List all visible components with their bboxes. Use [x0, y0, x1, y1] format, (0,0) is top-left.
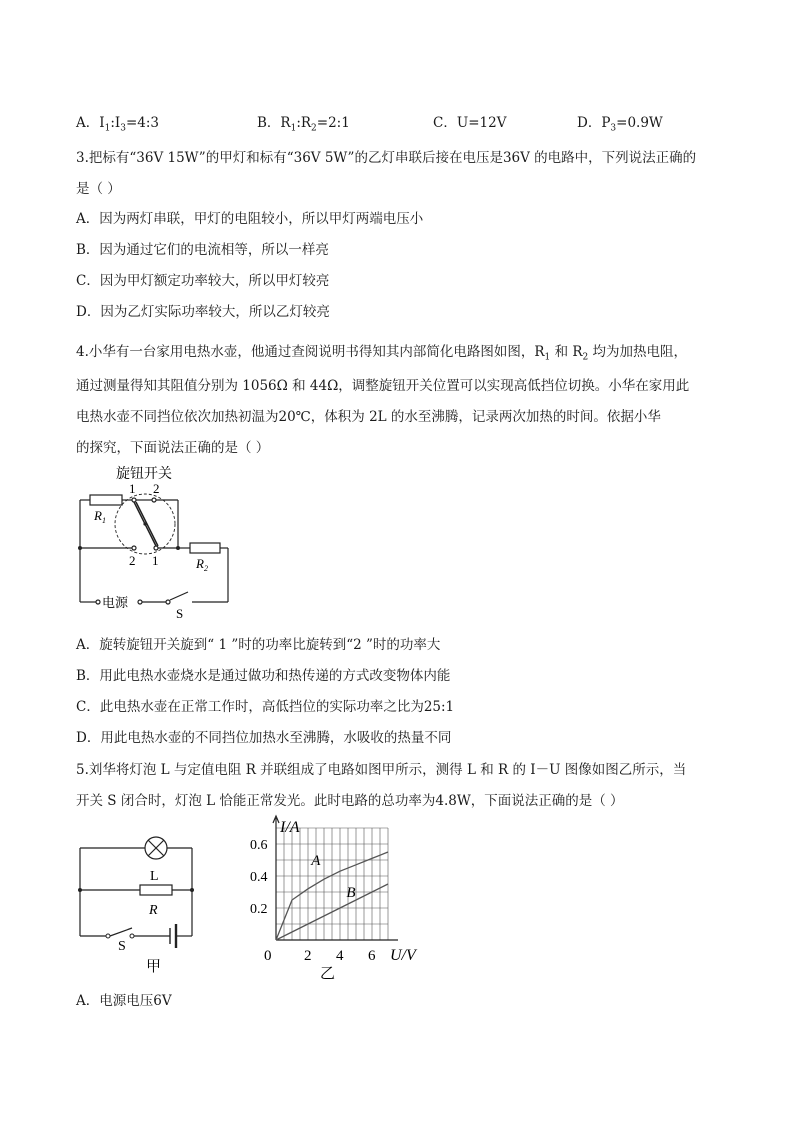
- question-3-option-a: A．因为两灯串联，甲灯的电阻较小，所以甲灯两端电压小: [76, 211, 424, 227]
- r2-label: $R_2$: [196, 556, 208, 573]
- x-tick-label: 4: [336, 948, 344, 964]
- figure-caption: 乙: [320, 966, 336, 982]
- terminal-label: 1: [152, 553, 159, 568]
- knob-switch-circuit-diagram: [70, 460, 250, 625]
- question-3-option-b: B．因为通过它们的电流相等，所以一样亮: [76, 242, 329, 258]
- option-a: A．$I_1:I_3=4:3$: [76, 115, 159, 134]
- question-4-option-b: B．用此电热水壶烧水是通过做功和热传递的方式改变物体内能: [76, 668, 451, 684]
- figure-caption: 甲: [146, 959, 162, 975]
- question-3-option-c: C．因为甲灯额定功率较大，所以甲灯较亮: [76, 273, 330, 289]
- resistor-label: R: [149, 903, 158, 918]
- switch-label: S: [176, 606, 184, 621]
- y-tick-label: 0.2: [250, 902, 268, 917]
- terminal-label: 1: [129, 481, 136, 496]
- lamp-label: L: [150, 869, 159, 884]
- question-3-option-d: D．因为乙灯实际功率较大，所以乙灯较亮: [76, 304, 330, 320]
- question-5-option-a: A．电源电压6V: [76, 993, 172, 1009]
- question-4-stem: 4.小华有一台家用电热水壶，他通过查阅说明书得知其内部简化电路图如图，$R_1$ 和 $R_2$ 均为加热电阻，: [76, 344, 688, 363]
- terminal-label: 2: [153, 481, 160, 496]
- y-tick-label: 0.4: [250, 870, 268, 885]
- question-4-stem-4: 的探究，下面说法正确的是（ ）: [76, 440, 270, 456]
- r1-label: $R_1$: [94, 508, 106, 525]
- question-4-option-d: D．用此电热水壶的不同挡位加热水至沸腾，水吸收的热量不同: [76, 730, 452, 746]
- x-tick-label: 0: [264, 948, 272, 964]
- question-4-option-c: C．此电热水壶在正常工作时，高低挡位的实际功率之比为25:1: [76, 699, 455, 715]
- question-5-stem: 5.刘华将灯泡 L 与定值电阻 R 并联组成了电路如图甲所示，测得 L 和 R 的 I－U 图像如图乙所示，当: [76, 762, 687, 778]
- question-4-stem-3: 电热水壶不同挡位依次加热初温为20℃，体积为 2L 的水至沸腾，记录两次加热的时间。依据小华: [76, 409, 661, 425]
- iu-graph-chart: [240, 812, 425, 982]
- x-tick-label: 2: [304, 948, 312, 964]
- knob-switch-title: 旋钮开关: [116, 467, 172, 482]
- x-tick-label: 6: [368, 948, 376, 964]
- switch-label: S: [118, 939, 126, 954]
- y-axis-label: I/A: [280, 819, 300, 836]
- question-3-stem: 3.把标有“36V 15W”的甲灯和标有“36V 5W”的乙灯串联后接在电压是36V 的电路中，下列说法正确的: [76, 150, 697, 166]
- parallel-circuit-diagram: [72, 832, 202, 977]
- question-5-stem-2: 开关 S 闭合时，灯泡 L 恰能正常发光。此时电路的总功率为4.8W，下面说法正确的是（ ）: [76, 793, 624, 809]
- terminal-label: 2: [129, 553, 136, 568]
- x-axis-label: U/V: [390, 947, 416, 964]
- power-source-label: 电源: [102, 595, 129, 610]
- series-label-a: A: [311, 852, 321, 869]
- question-4-option-a: A．旋转旋钮开关旋到“ 1 ”时的功率比旋转到“2 ”时的功率大: [76, 637, 441, 653]
- y-tick-label: 0.6: [250, 838, 268, 853]
- option-c: C．U=12V: [433, 115, 507, 131]
- series-label-b: B: [346, 884, 356, 901]
- option-b: B．$R_1:R_2=2:1$: [257, 115, 350, 134]
- option-d: D．$P_3=0.9W$: [577, 115, 663, 134]
- question-3-stem-cont: 是（ ）: [76, 181, 121, 197]
- question-4-stem-2: 通过测量得知其阻值分别为 1056Ω 和 44Ω，调整旋钮开关位置可以实现高低挡位切换。小华在家用此: [76, 378, 690, 394]
